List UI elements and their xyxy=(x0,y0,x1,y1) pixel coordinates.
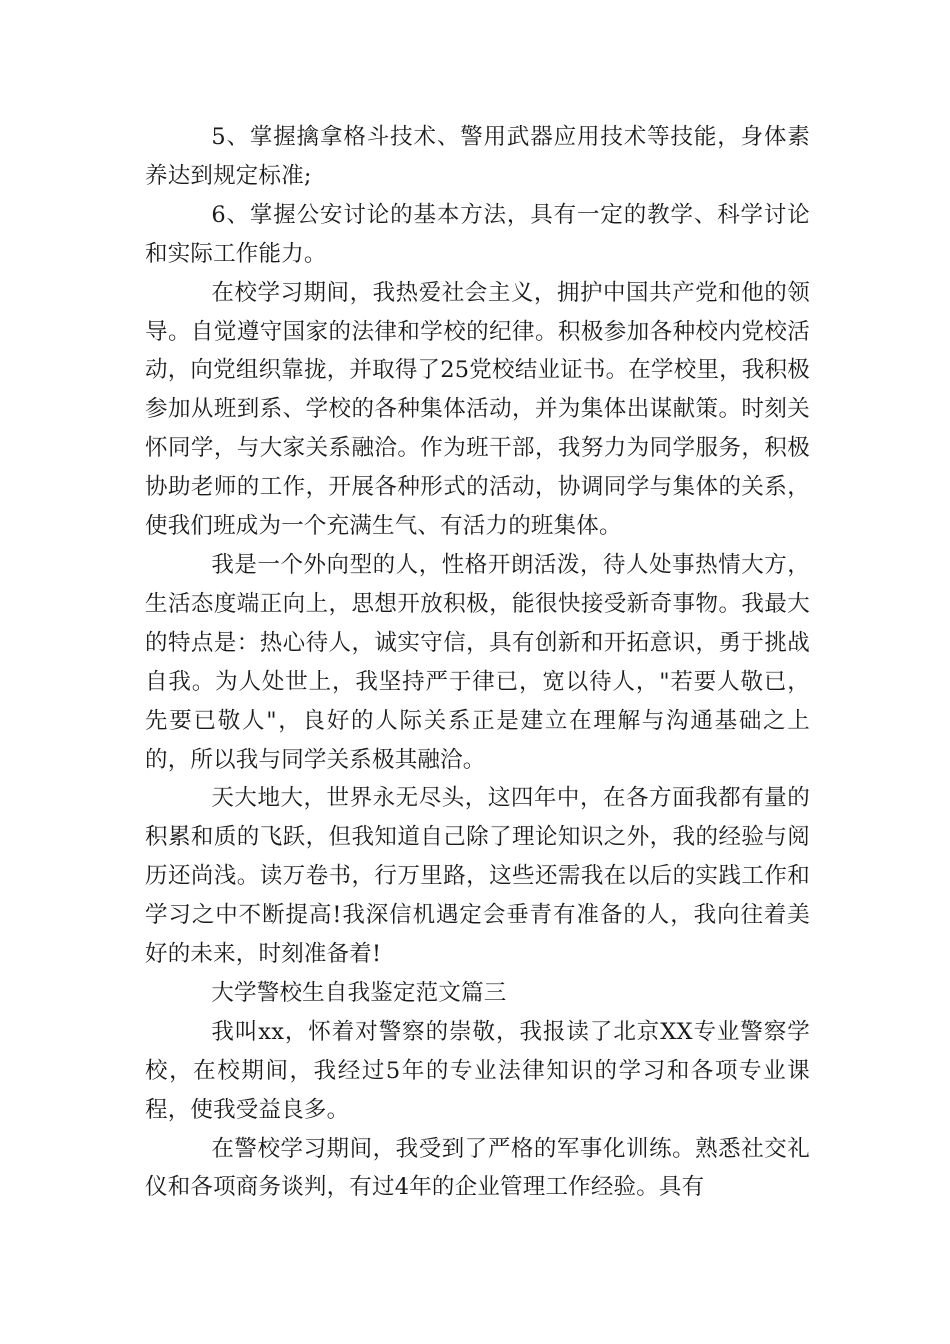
paragraph-school-life: 在校学习期间，我热爱社会主义，拥护中国共产党和他的领导。自觉遵守国家的法律和学校的纪律。积极参加各种校内党校活动，向党组织靠拢，并取得了25党校结业证书。在学校里，我积极参加从班到系、学校的各种集体活动，并为集体出谋献策。时刻关怀同学，与大家关系融洽。作为班干部，我努力为同学服务，积极协助老师的工作，开展各种形式的活动，协调同学与集体的关系，使我们班成为一个充满生气、有活力的班集体。 xyxy=(145,279,810,540)
paragraph-outlook: 天大地大，世界永无尽头，这四年中，在各方面我都有量的积累和质的飞跃，但我知道自己除了理论知识之外，我的经验与阅历还尚浅。读万卷书，行万里路，这些还需我在以后的实践工作和学习之中不断提高!我深信机遇定会垂青有准备的人，我向往着美好的未来，时刻准备着! xyxy=(145,785,810,968)
paragraph-training: 在警校学习期间，我受到了严格的军事化训练。熟悉社交礼仪和各项商务谈判，有过4年的企业管理工作经验。具有 xyxy=(145,1135,810,1201)
paragraph-skill-5: 5、掌握擒拿格斗技术、警用武器应用技术等技能，身体素养达到规定标准; xyxy=(145,124,810,189)
document-body xyxy=(145,118,810,1207)
paragraph-personality: 我是一个外向型的人，性格开朗活泼，待人处事热情大方，生活态度端正向上，思想开放积极，能很快接受新奇事物。我最大的特点是：热心待人，诚实守信，具有创新和开拓意识，勇于挑战自我。为人处世上，我坚持严于律已，宽以待人，"若要人敬已，先要已敬人"，良好的人际关系正是建立在理解与沟通基础之上的，所以我与同学关系极其融洽。 xyxy=(145,551,810,773)
section-heading: 大学警校生自我鉴定范文篇三 xyxy=(211,979,507,1006)
paragraph-skill-6: 6、掌握公安讨论的基本方法，具有一定的教学、科学讨论和实际工作能力。 xyxy=(145,201,810,267)
paragraph-introduction: 我叫xx，怀着对警察的崇敬，我报读了北京XX专业警察学校，在校期间，我经过5年的专业法律知识的学习和各项专业课程，使我受益良多。 xyxy=(145,1018,810,1123)
